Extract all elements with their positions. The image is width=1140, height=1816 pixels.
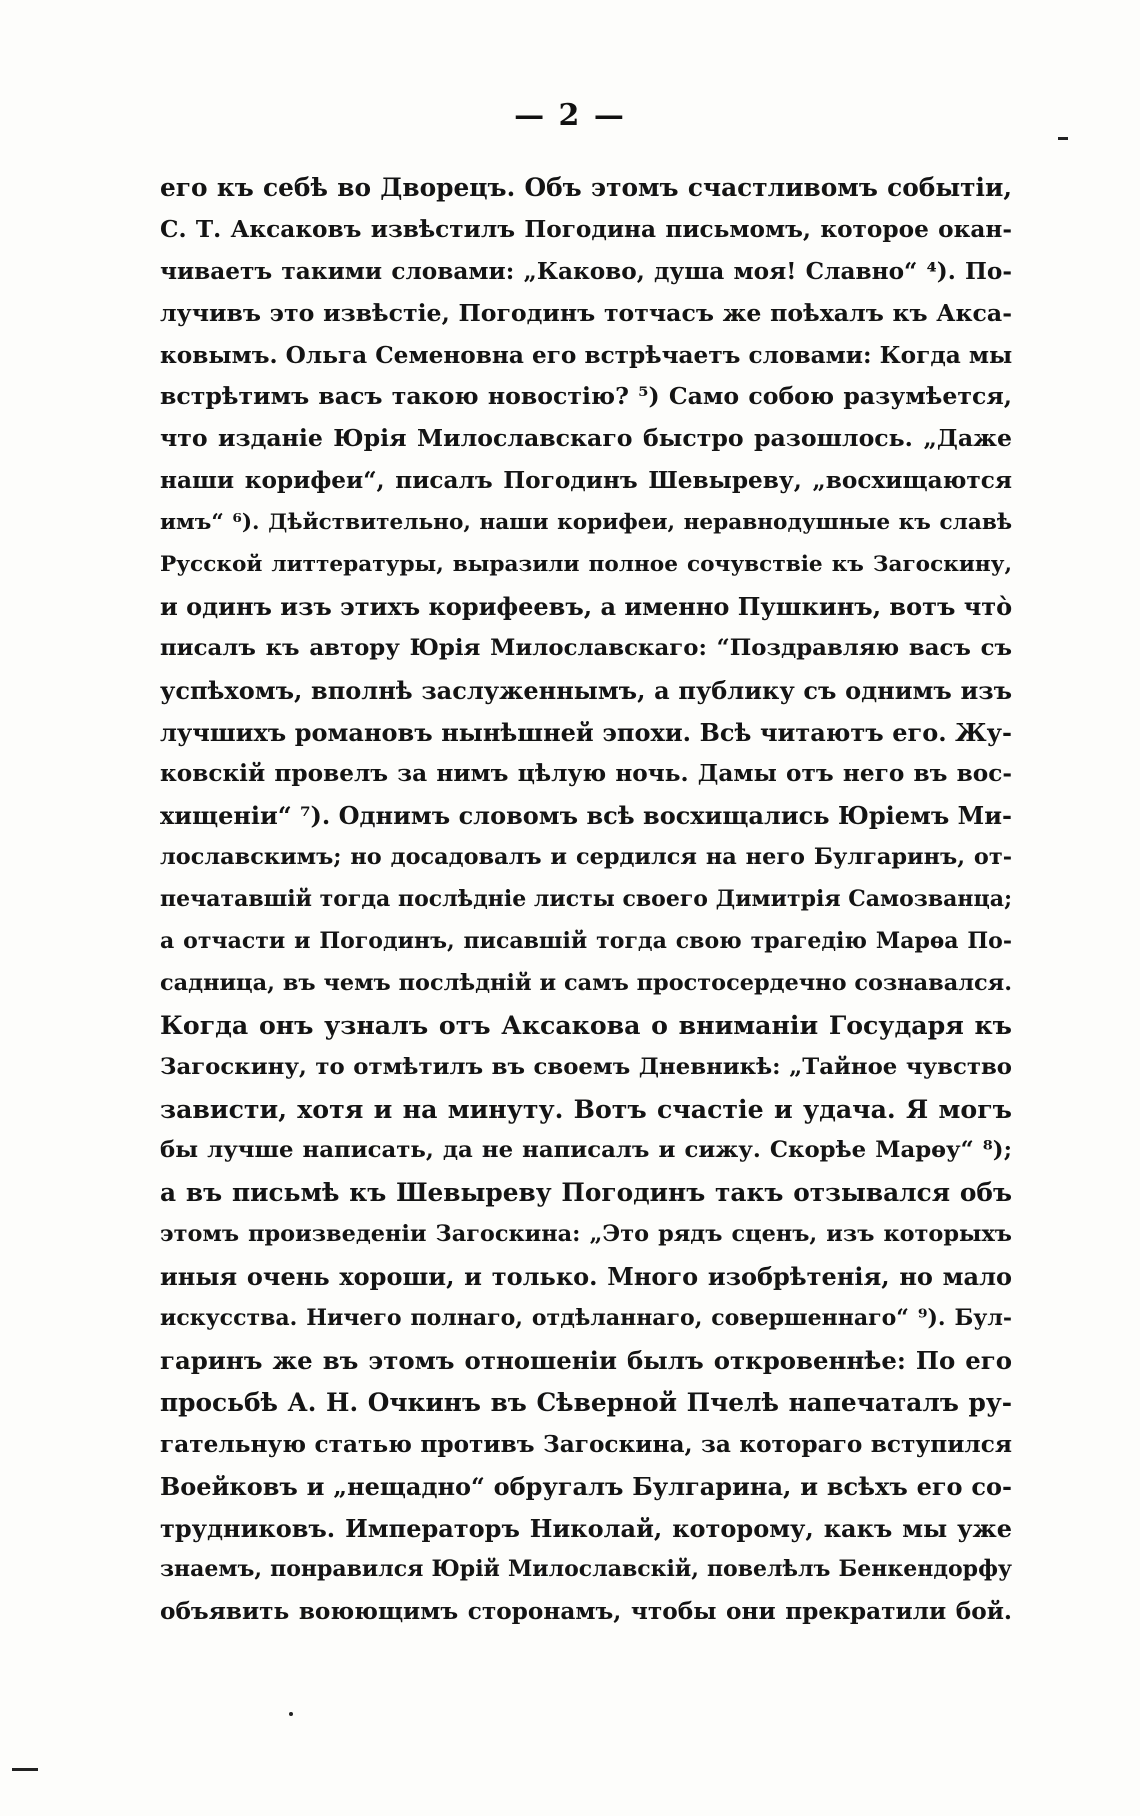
body-text bbox=[160, 167, 1012, 1633]
text-line: объявить воюющимъ сторонамъ, чтобы они прекратили бой. bbox=[160, 1598, 1012, 1626]
text-line: гаринъ же въ этомъ отношеніи былъ откровеннѣе: По его bbox=[160, 1345, 1012, 1375]
print-mark bbox=[12, 1768, 38, 1771]
text-line: а въ письмѣ къ Шевыреву Погодинъ такъ отзывался объ bbox=[160, 1178, 1012, 1208]
text-line: ковскій провелъ за нимъ цѣлую ночь. Дамы отъ него въ вос- bbox=[160, 760, 1012, 788]
text-line: трудниковъ. Императоръ Николай, которому, какъ мы уже bbox=[160, 1513, 1012, 1543]
text-line: писалъ къ автору Юрія Милославскаго: “Поздравляю васъ съ bbox=[160, 634, 1012, 661]
print-mark bbox=[289, 1712, 293, 1716]
text-line: бы лучше написать, да не написалъ и сижу. Скорѣе Марѳу“ ⁸); bbox=[160, 1137, 1012, 1164]
text-line: гательную статью противъ Загоскина, за котораго вступился bbox=[160, 1430, 1012, 1458]
text-line: этомъ произведеніи Загоскина: „Это рядъ сценъ, изъ которыхъ bbox=[160, 1221, 1012, 1248]
text-line: просьбѣ А. Н. Очкинъ въ Сѣверной Пчелѣ напечаталъ ру- bbox=[160, 1387, 1012, 1417]
text-line: знаемъ, понравился Юрій Милославскій, повелѣлъ Бенкендорфу bbox=[160, 1556, 1012, 1583]
text-line: и одинъ изъ этихъ корифеевъ, а именно Пушкинъ, вотъ что̀ bbox=[160, 591, 1013, 621]
text-line: лославскимъ; но досадовалъ и сердился на него Булгаринъ, от- bbox=[160, 844, 1012, 871]
text-line: печатавшій тогда послѣдніе листы своего Димитрія Самозванца; bbox=[160, 886, 1013, 913]
text-line: ковымъ. Ольга Семеновна его встрѣчаетъ словами: Когда мы bbox=[160, 341, 1013, 369]
text-line: а отчасти и Погодинъ, писавшій тогда свою трагедію Марѳа По- bbox=[160, 928, 1012, 955]
text-line: его къ себѣ во Дворецъ. Объ этомъ счастливомъ событіи, bbox=[160, 173, 1012, 202]
text-line: лучивъ это извѣстіе, Погодинъ тотчасъ же поѣхалъ къ Акса- bbox=[160, 298, 1012, 327]
text-line: Воейковъ и „нещадно“ обругалъ Булгарина, и всѣхъ его со- bbox=[160, 1471, 1012, 1501]
text-line: искусства. Ничего полнаго, отдѣланнаго, совершеннаго“ ⁹). Бул- bbox=[160, 1305, 1012, 1332]
print-mark bbox=[1058, 137, 1068, 140]
text-line: садница, въ чемъ послѣдній и самъ простосердечно сознавался. bbox=[160, 969, 1012, 996]
text-line: успѣхомъ, вполнѣ заслуженнымъ, а публику съ однимъ изъ bbox=[160, 675, 1012, 705]
text-line: С. Т. Аксаковъ извѣстилъ Погодина письмомъ, которое окан- bbox=[160, 215, 1012, 243]
text-line: встрѣтимъ васъ такою новостію? ⁵) Само собою разумѣется, bbox=[160, 382, 1012, 411]
page-number: — 2 — bbox=[514, 98, 626, 133]
text-line: хищеніи“ ⁷). Однимъ словомъ всѣ восхищались Юріемъ Ми- bbox=[160, 801, 1012, 831]
text-line: наши корифеи“, писалъ Погодинъ Шевыреву, „восхищаются bbox=[160, 467, 1012, 495]
text-line: что изданіе Юрія Милославскаго быстро разошлось. „Даже bbox=[160, 424, 1012, 453]
text-line: Загоскину, то отмѣтилъ въ своемъ Дневникѣ: „Тайное чувство bbox=[160, 1053, 1012, 1080]
text-line: зависти, хотя и на минуту. Вотъ счастіе и удача. Я могъ bbox=[160, 1093, 1012, 1124]
text-line: Русской литтературы, выразили полное сочувствіе къ Загоскину, bbox=[160, 552, 1012, 578]
text-line: лучшихъ романовъ нынѣшней эпохи. Всѣ читаютъ его. Жу- bbox=[160, 717, 1012, 747]
text-line: чиваетъ такими словами: „Каково, душа моя! Славно“ ⁴). По- bbox=[160, 257, 1012, 285]
text-line: иныя очень хороши, и только. Много изобрѣтенія, но мало bbox=[160, 1262, 1012, 1292]
text-line: имъ“ ⁶). Дѣйствительно, наши корифеи, неравнодушные къ славѣ bbox=[160, 510, 1012, 536]
text-line: Когда онъ узналъ отъ Аксакова о вниманіи Государя къ bbox=[160, 1009, 1012, 1040]
